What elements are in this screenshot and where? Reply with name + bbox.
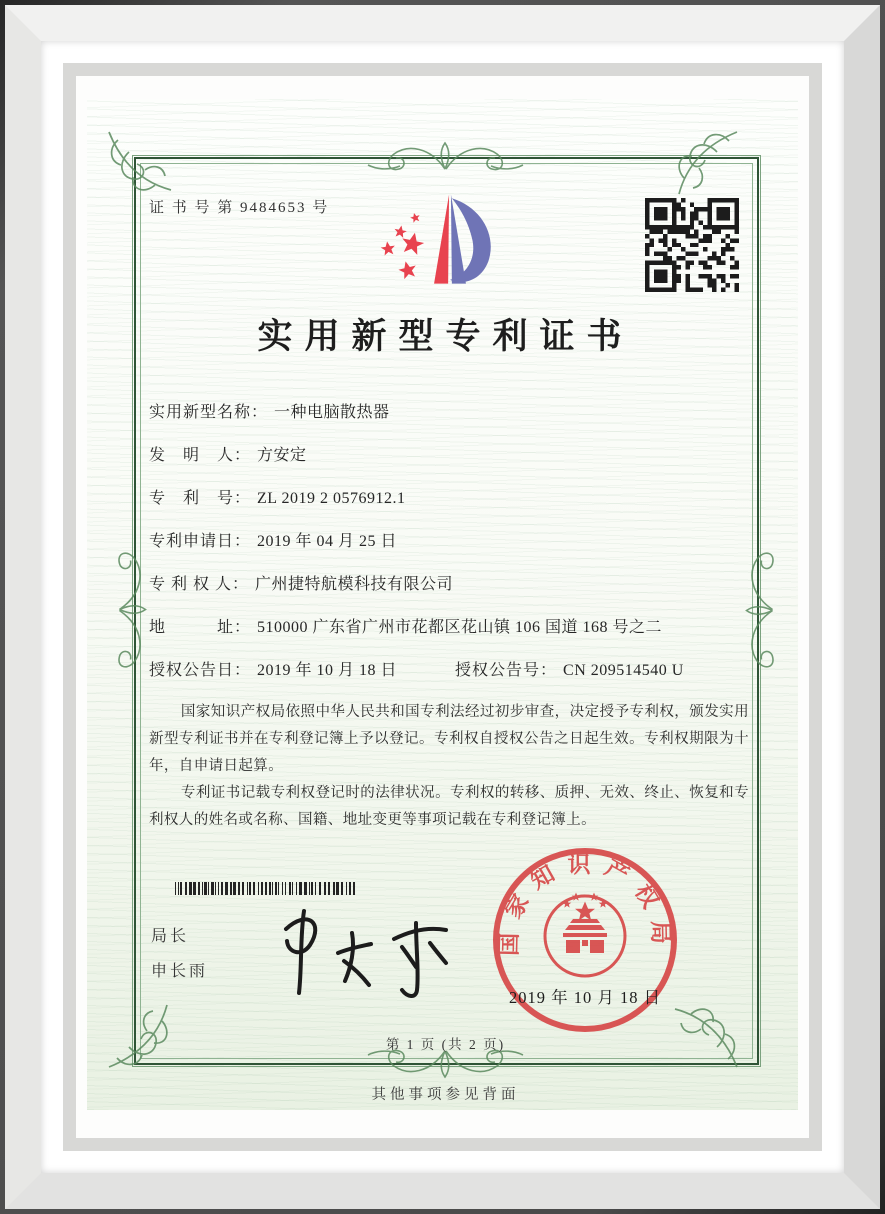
field-label: 专利申请日： xyxy=(149,533,252,550)
field-value: 2019 年 04 月 25 日 xyxy=(257,533,398,550)
field-list xyxy=(149,402,755,681)
signer-title: 局长 xyxy=(151,928,190,945)
legal-text xyxy=(149,699,749,834)
picture-frame xyxy=(5,5,880,1209)
seal-arc-text: 国家知识产权局 xyxy=(496,852,674,957)
page-number: 第 1 页 (共 2 页) xyxy=(385,1037,506,1052)
field-application-date xyxy=(149,531,755,552)
field-label: 专 利 号： xyxy=(149,490,252,507)
field-grant-row xyxy=(149,660,755,681)
field-label: 地 址： xyxy=(149,619,252,636)
field-patentee xyxy=(149,574,755,595)
seal-date: 2019 年 10 月 18 日 xyxy=(508,988,662,1007)
field-value: 一种电脑散热器 xyxy=(274,404,390,421)
certificate-title: 实用新型专利证书 xyxy=(257,317,634,356)
field-label: 专 利 权 人： xyxy=(149,576,250,593)
field-inventor xyxy=(149,445,755,466)
field-utility-model-name xyxy=(149,402,755,423)
field-label: 实用新型名称： xyxy=(149,404,269,421)
field-value: 广州捷特航模科技有限公司 xyxy=(255,576,454,593)
signer-name: 申长雨 xyxy=(151,963,209,980)
cnipa-logo-icon xyxy=(375,187,525,307)
certificate-paper xyxy=(87,99,798,1110)
field-value: 510000 广东省广州市花都区花山镇 106 国道 168 号之二 xyxy=(257,619,663,636)
frame-inner-lip xyxy=(63,63,822,1151)
field-address xyxy=(149,617,755,638)
field-label: 发 明 人： xyxy=(149,447,252,464)
grant-date-value: 2019 年 10 月 18 日 xyxy=(257,662,398,679)
grant-number-label: 授权公告号： xyxy=(455,662,558,679)
grant-date-label: 授权公告日： xyxy=(149,662,252,679)
qr-code xyxy=(645,198,739,292)
grant-number-value: CN 209514540 U xyxy=(563,662,684,679)
signature-handwriting xyxy=(272,895,472,999)
legal-paragraph-2: 专利证书记载专利权登记时的法律状况。专利权的转移、质押、无效、终止、恢复和专利权人的姓名或名称、国籍、地址变更等事项记载在专利登记簿上。 xyxy=(149,785,749,828)
legal-paragraph-1: 国家知识产权局依照中华人民共和国专利法经过初步审查，决定授予专利权，颁发实用新型专利证书并在专利登记簿上予以登记。专利权自授权公告之日起生效。专利权期限为十年，自申请日起算。 xyxy=(149,704,749,774)
certificate-number: 证 书 号 第 9484653 号 xyxy=(149,200,330,216)
barcode xyxy=(175,882,361,895)
field-patent-number xyxy=(149,488,755,509)
official-seal xyxy=(485,840,685,1040)
field-value: ZL 2019 2 0576912.1 xyxy=(257,490,406,507)
back-note: 其他事项参见背面 xyxy=(371,1087,520,1103)
field-value: 方安定 xyxy=(257,447,307,464)
